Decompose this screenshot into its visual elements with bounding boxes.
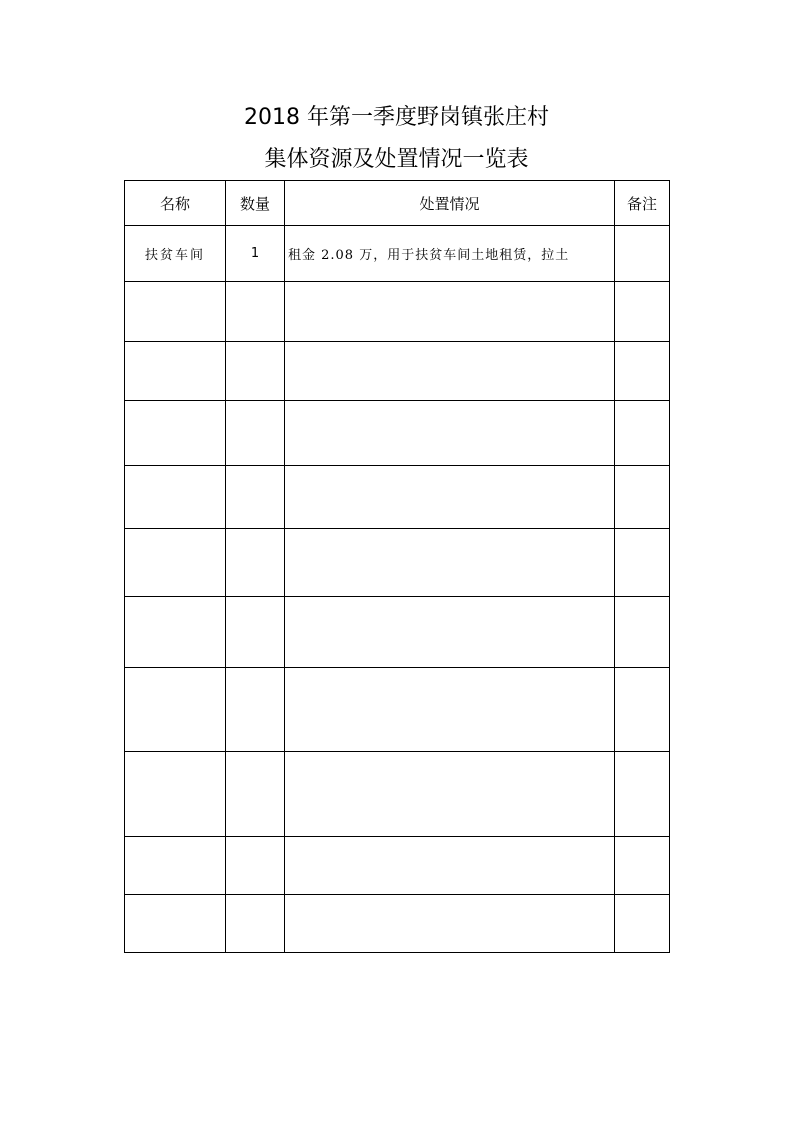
cell-remarks	[615, 226, 670, 282]
cell-disposal	[285, 342, 615, 401]
cell-disposal	[285, 401, 615, 466]
cell-disposal	[285, 282, 615, 342]
cell-quantity	[226, 342, 285, 401]
cell-quantity	[226, 895, 285, 953]
table-row	[125, 282, 670, 342]
cell-name	[125, 837, 226, 895]
table-row	[125, 466, 670, 529]
table-row	[125, 597, 670, 668]
table-row	[125, 529, 670, 597]
cell-name	[125, 529, 226, 597]
cell-quantity: 1	[226, 226, 285, 282]
table-row	[125, 837, 670, 895]
table-header-row	[125, 181, 670, 226]
cell-remarks	[615, 837, 670, 895]
cell-remarks	[615, 282, 670, 342]
cell-quantity	[226, 401, 285, 466]
table-row	[125, 342, 670, 401]
cell-remarks	[615, 466, 670, 529]
column-header-remarks: 备注	[615, 181, 670, 226]
table-row	[125, 752, 670, 837]
cell-name: 扶贫车间	[125, 226, 226, 282]
cell-quantity	[226, 668, 285, 752]
cell-remarks	[615, 401, 670, 466]
cell-disposal	[285, 529, 615, 597]
cell-quantity	[226, 837, 285, 895]
table-row	[125, 226, 670, 282]
cell-remarks	[615, 752, 670, 837]
resource-disposal-table	[124, 180, 670, 953]
column-header-quantity: 数量	[226, 181, 285, 226]
table-row	[125, 401, 670, 466]
cell-quantity	[226, 752, 285, 837]
document-title-line-1: 2018 年第一季度野岗镇张庄村	[244, 105, 549, 130]
cell-quantity	[226, 466, 285, 529]
cell-name	[125, 895, 226, 953]
document-title-line-2: 集体资源及处置情况一览表	[264, 147, 529, 172]
cell-quantity	[226, 597, 285, 668]
cell-remarks	[615, 597, 670, 668]
cell-disposal	[285, 466, 615, 529]
column-header-disposal: 处置情况	[285, 181, 615, 226]
cell-remarks	[615, 529, 670, 597]
cell-name	[125, 597, 226, 668]
cell-remarks	[615, 342, 670, 401]
column-header-name: 名称	[125, 181, 226, 226]
cell-name	[125, 752, 226, 837]
cell-disposal	[285, 752, 615, 837]
cell-disposal: 租金 2.08 万，用于扶贫车间土地租赁，拉土	[285, 226, 615, 282]
cell-name	[125, 668, 226, 752]
cell-remarks	[615, 895, 670, 953]
cell-disposal	[285, 597, 615, 668]
cell-name	[125, 401, 226, 466]
cell-disposal	[285, 668, 615, 752]
cell-quantity	[226, 282, 285, 342]
cell-quantity	[226, 529, 285, 597]
cell-name	[125, 342, 226, 401]
cell-remarks	[615, 668, 670, 752]
cell-name	[125, 466, 226, 529]
cell-name	[125, 282, 226, 342]
cell-disposal	[285, 837, 615, 895]
cell-disposal	[285, 895, 615, 953]
table-row	[125, 668, 670, 752]
table-row	[125, 895, 670, 953]
